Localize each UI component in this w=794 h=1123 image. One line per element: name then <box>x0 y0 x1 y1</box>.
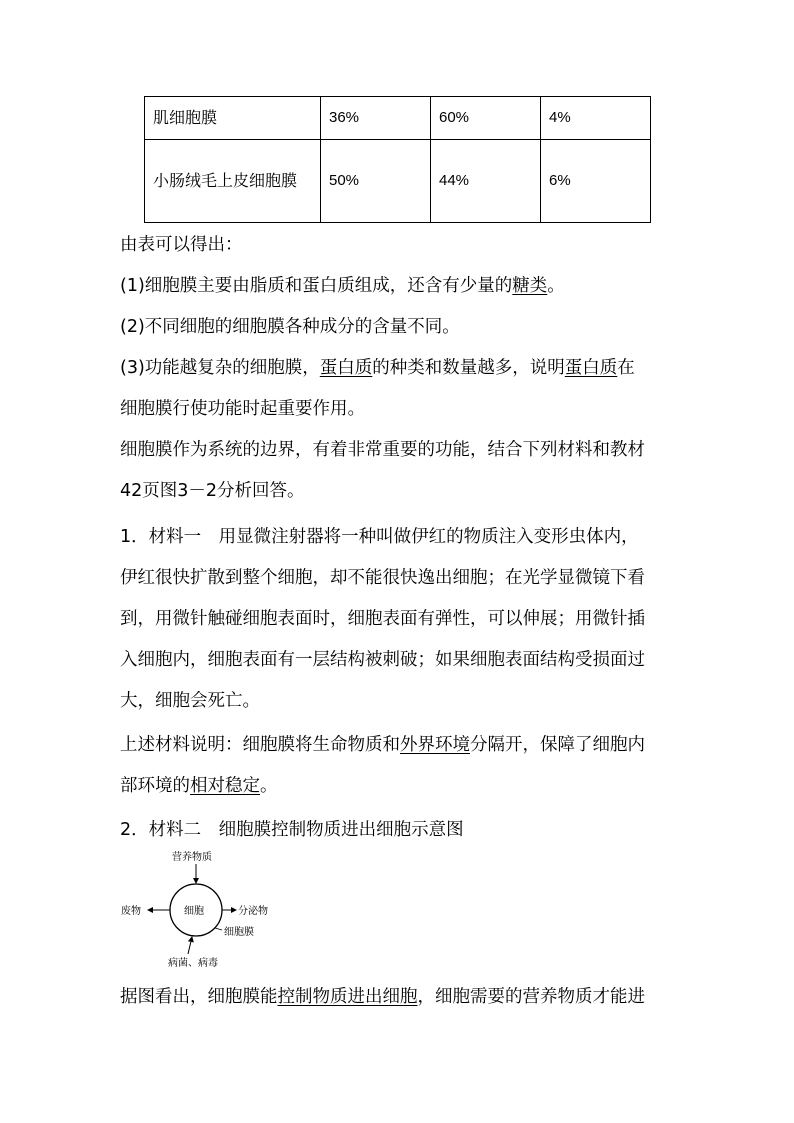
conclusion-1 <box>120 733 645 757</box>
conclusion-1-cont <box>120 774 278 798</box>
answer-underline: 蛋白质 <box>564 358 618 378</box>
paragraph-intro: 由表可以得出： <box>120 235 243 255</box>
paragraph-point-3 <box>120 356 635 380</box>
table-cell: 小肠绒毛上皮细胞膜 <box>145 140 321 223</box>
answer-underline: 蛋白质 <box>319 358 373 378</box>
material-1-line: 到，用微针触碰细胞表面时，细胞表面有弹性，可以伸展；用微针插 <box>120 609 645 629</box>
table-cell: 44% <box>431 140 541 223</box>
answer-underline: 控制物质进出细胞 <box>277 987 418 1007</box>
label-pathogens: 病菌、病毒 <box>168 958 218 969</box>
text-span: 在 <box>617 358 635 378</box>
table-cell: 肌细胞膜 <box>145 97 321 140</box>
text-span: (3)功能越复杂的细胞膜， <box>120 358 320 378</box>
table-cell: 60% <box>431 97 541 140</box>
final-line <box>120 985 645 1009</box>
paragraph-intro-2: 细胞膜作为系统的边界，有着非常重要的功能，结合下列材料和教材 <box>120 440 645 460</box>
text-span: 的种类和数量越多，说明 <box>372 358 565 378</box>
table-row <box>145 140 651 223</box>
table-row <box>145 97 651 140</box>
material-1-line: 1．材料一 用显微注射器将一种叫做伊红的物质注入变形虫体内， <box>120 527 639 547</box>
table-cell: 50% <box>321 140 431 223</box>
text-span: 。 <box>547 276 565 296</box>
label-secretion: 分泌物 <box>238 906 268 917</box>
paragraph-point-3-cont: 细胞膜行使功能时起重要作用。 <box>120 399 365 419</box>
cell-membrane-diagram <box>118 850 278 970</box>
label-waste: 废物 <box>121 906 141 917</box>
table-cell: 6% <box>541 140 651 223</box>
table-cell: 36% <box>321 97 431 140</box>
text-span: 分隔开，保障了细胞内 <box>470 735 645 755</box>
table-cell: 4% <box>541 97 651 140</box>
text-span: 。 <box>260 776 278 796</box>
membrane-pointer <box>215 928 222 930</box>
text-span: ，细胞需要的营养物质才能进 <box>417 987 645 1007</box>
paragraph-intro-2-cont: 42页图3－2分析回答。 <box>120 481 305 501</box>
answer-underline: 糖类 <box>512 276 548 296</box>
text-span: (1)细胞膜主要由脂质和蛋白质组成，还含有少量的 <box>120 276 513 296</box>
text-span: 上述材料说明：细胞膜将生命物质和 <box>120 735 400 755</box>
pathogen-arrow <box>188 937 192 954</box>
material-2-heading: 2．材料二 细胞膜控制物质进出细胞示意图 <box>120 820 464 840</box>
text-span: 据图看出，细胞膜能 <box>120 987 278 1007</box>
material-1-line: 入细胞内，细胞表面有一层结构被刺破；如果细胞表面结构受损面过 <box>120 650 645 670</box>
text-span: 部环境的 <box>120 776 190 796</box>
material-1-line: 伊红很快扩散到整个细胞，却不能很快逸出细胞；在光学显微镜下看 <box>120 568 645 588</box>
answer-underline: 相对稳定 <box>190 776 260 796</box>
membrane-composition-table <box>144 96 651 223</box>
label-cell: 细胞 <box>184 906 204 917</box>
paragraph-point-2: (2)不同细胞的细胞膜各种成分的含量不同。 <box>120 317 460 337</box>
answer-underline: 外界环境 <box>400 735 470 755</box>
label-nutrients: 营养物质 <box>172 852 212 863</box>
paragraph-point-1 <box>120 274 565 298</box>
material-1-line: 大，细胞会死亡。 <box>120 691 260 711</box>
label-membrane: 细胞膜 <box>224 927 254 938</box>
